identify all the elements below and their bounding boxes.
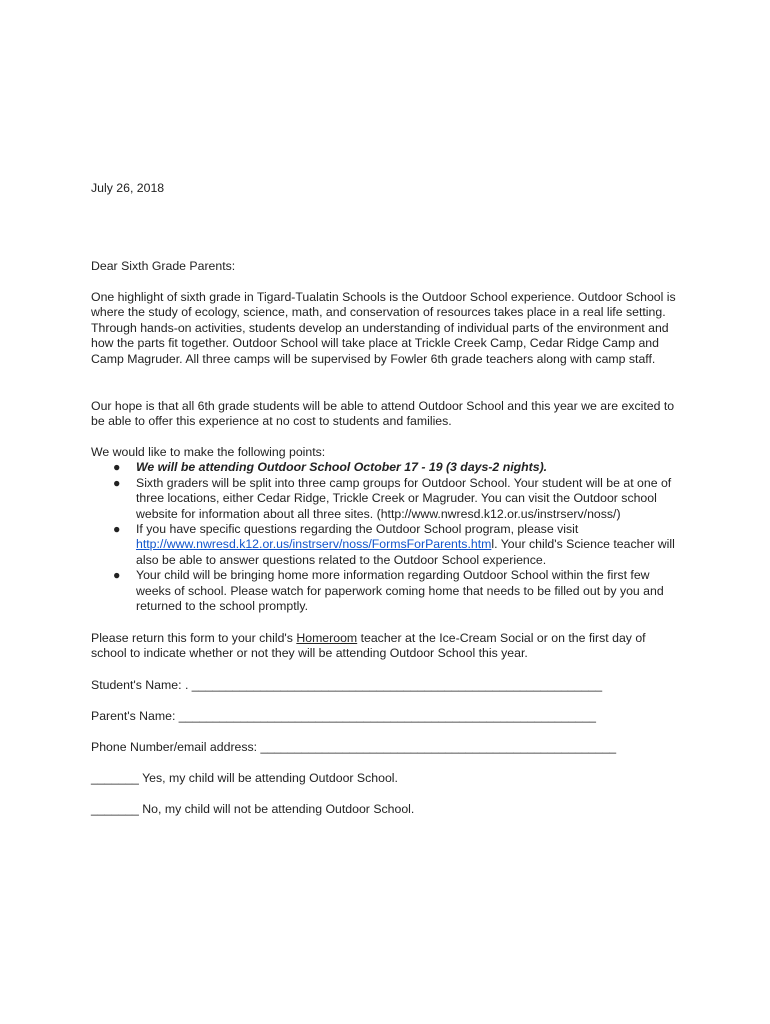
points-section: [91, 445, 681, 614]
bullet-icon: ●: [113, 475, 121, 490]
point-questions-text: If you have specific questions regarding the Outdoor School program, please visit: [136, 522, 579, 537]
point-paperwork: Your child will be bringing home more information regarding Outdoor School within the first few weeks of school. Please watch for paperwork coming home that needs to be filled out by you and returned to the school promptly.: [136, 568, 664, 614]
list-item: [91, 522, 681, 568]
letter-date: July 26, 2018: [91, 181, 165, 195]
homeroom-word: Homeroom: [296, 631, 358, 645]
hope-paragraph: Our hope is that all 6th grade students will be able to attend Outdoor School and this year we are excited to be able to offer this experience at no cost to students and families.: [91, 399, 675, 429]
bullet-icon: ●: [113, 568, 121, 583]
list-item: [91, 460, 681, 475]
point-questions-tail: l. Your child's Science teacher will also be able to answer questions related to the Outdoor School experience.: [136, 537, 675, 567]
bullet-icon: ●: [113, 460, 121, 475]
salutation: Dear Sixth Grade Parents:: [91, 259, 236, 273]
intro-paragraph: One highlight of sixth grade in Tigard-Tualatin Schools is the Outdoor School experience. Outdoor School is where the study of ecology, science, math, and conservation of resources takes place in a real life setting. Through hands-on activities, students develop an understanding of individual parts of the environment and how the parts fit together. Outdoor School will take place at Trickle Creek Camp, Cedar Ridge Camp and Camp Magruder. All three camps will be supervised by Fowler 6th grade teachers along with camp staff.: [91, 290, 676, 366]
return-form-paragraph: [91, 631, 681, 662]
list-item: [91, 568, 681, 614]
parent-name-field[interactable]: Parent's Name: _____________________________________________________________: [91, 709, 596, 723]
forms-for-parents-link[interactable]: http://www.nwresd.k12.or.us/instrserv/noss/FormsForParents.htm: [136, 537, 492, 552]
yes-attending-option[interactable]: _______ Yes, my child will be attending Outdoor School.: [91, 771, 398, 785]
point-camp-groups: Sixth graders will be split into three camp groups for Outdoor School. Your student will be at one of three locations, either Cedar Ridge, Trickle Creek or Magruder. You can visit the Outdoor school website for information about all three sites. (http://www.nwresd.k12.or.us/instrserv/noss/): [136, 475, 672, 521]
phone-email-field[interactable]: Phone Number/email address: ____________________________________________________: [91, 740, 617, 754]
list-item: [91, 476, 681, 522]
point-dates: We will be attending Outdoor School October 17 - 19 (3 days-2 nights).: [136, 460, 548, 475]
points-intro: We would like to make the following points:: [91, 445, 326, 459]
return-form-text: Please return this form to your child's: [91, 631, 297, 645]
return-form-tail: teacher at the Ice-Cream Social or on the first day of school to indicate whether or not they will be attending Outdoor School this year.: [91, 631, 646, 661]
no-attending-option[interactable]: _______ No, my child will not be attending Outdoor School.: [91, 802, 415, 816]
bullet-icon: ●: [113, 522, 121, 537]
points-list: [91, 460, 681, 614]
student-name-field[interactable]: Student's Name: . ____________________________________________________________: [91, 678, 603, 692]
